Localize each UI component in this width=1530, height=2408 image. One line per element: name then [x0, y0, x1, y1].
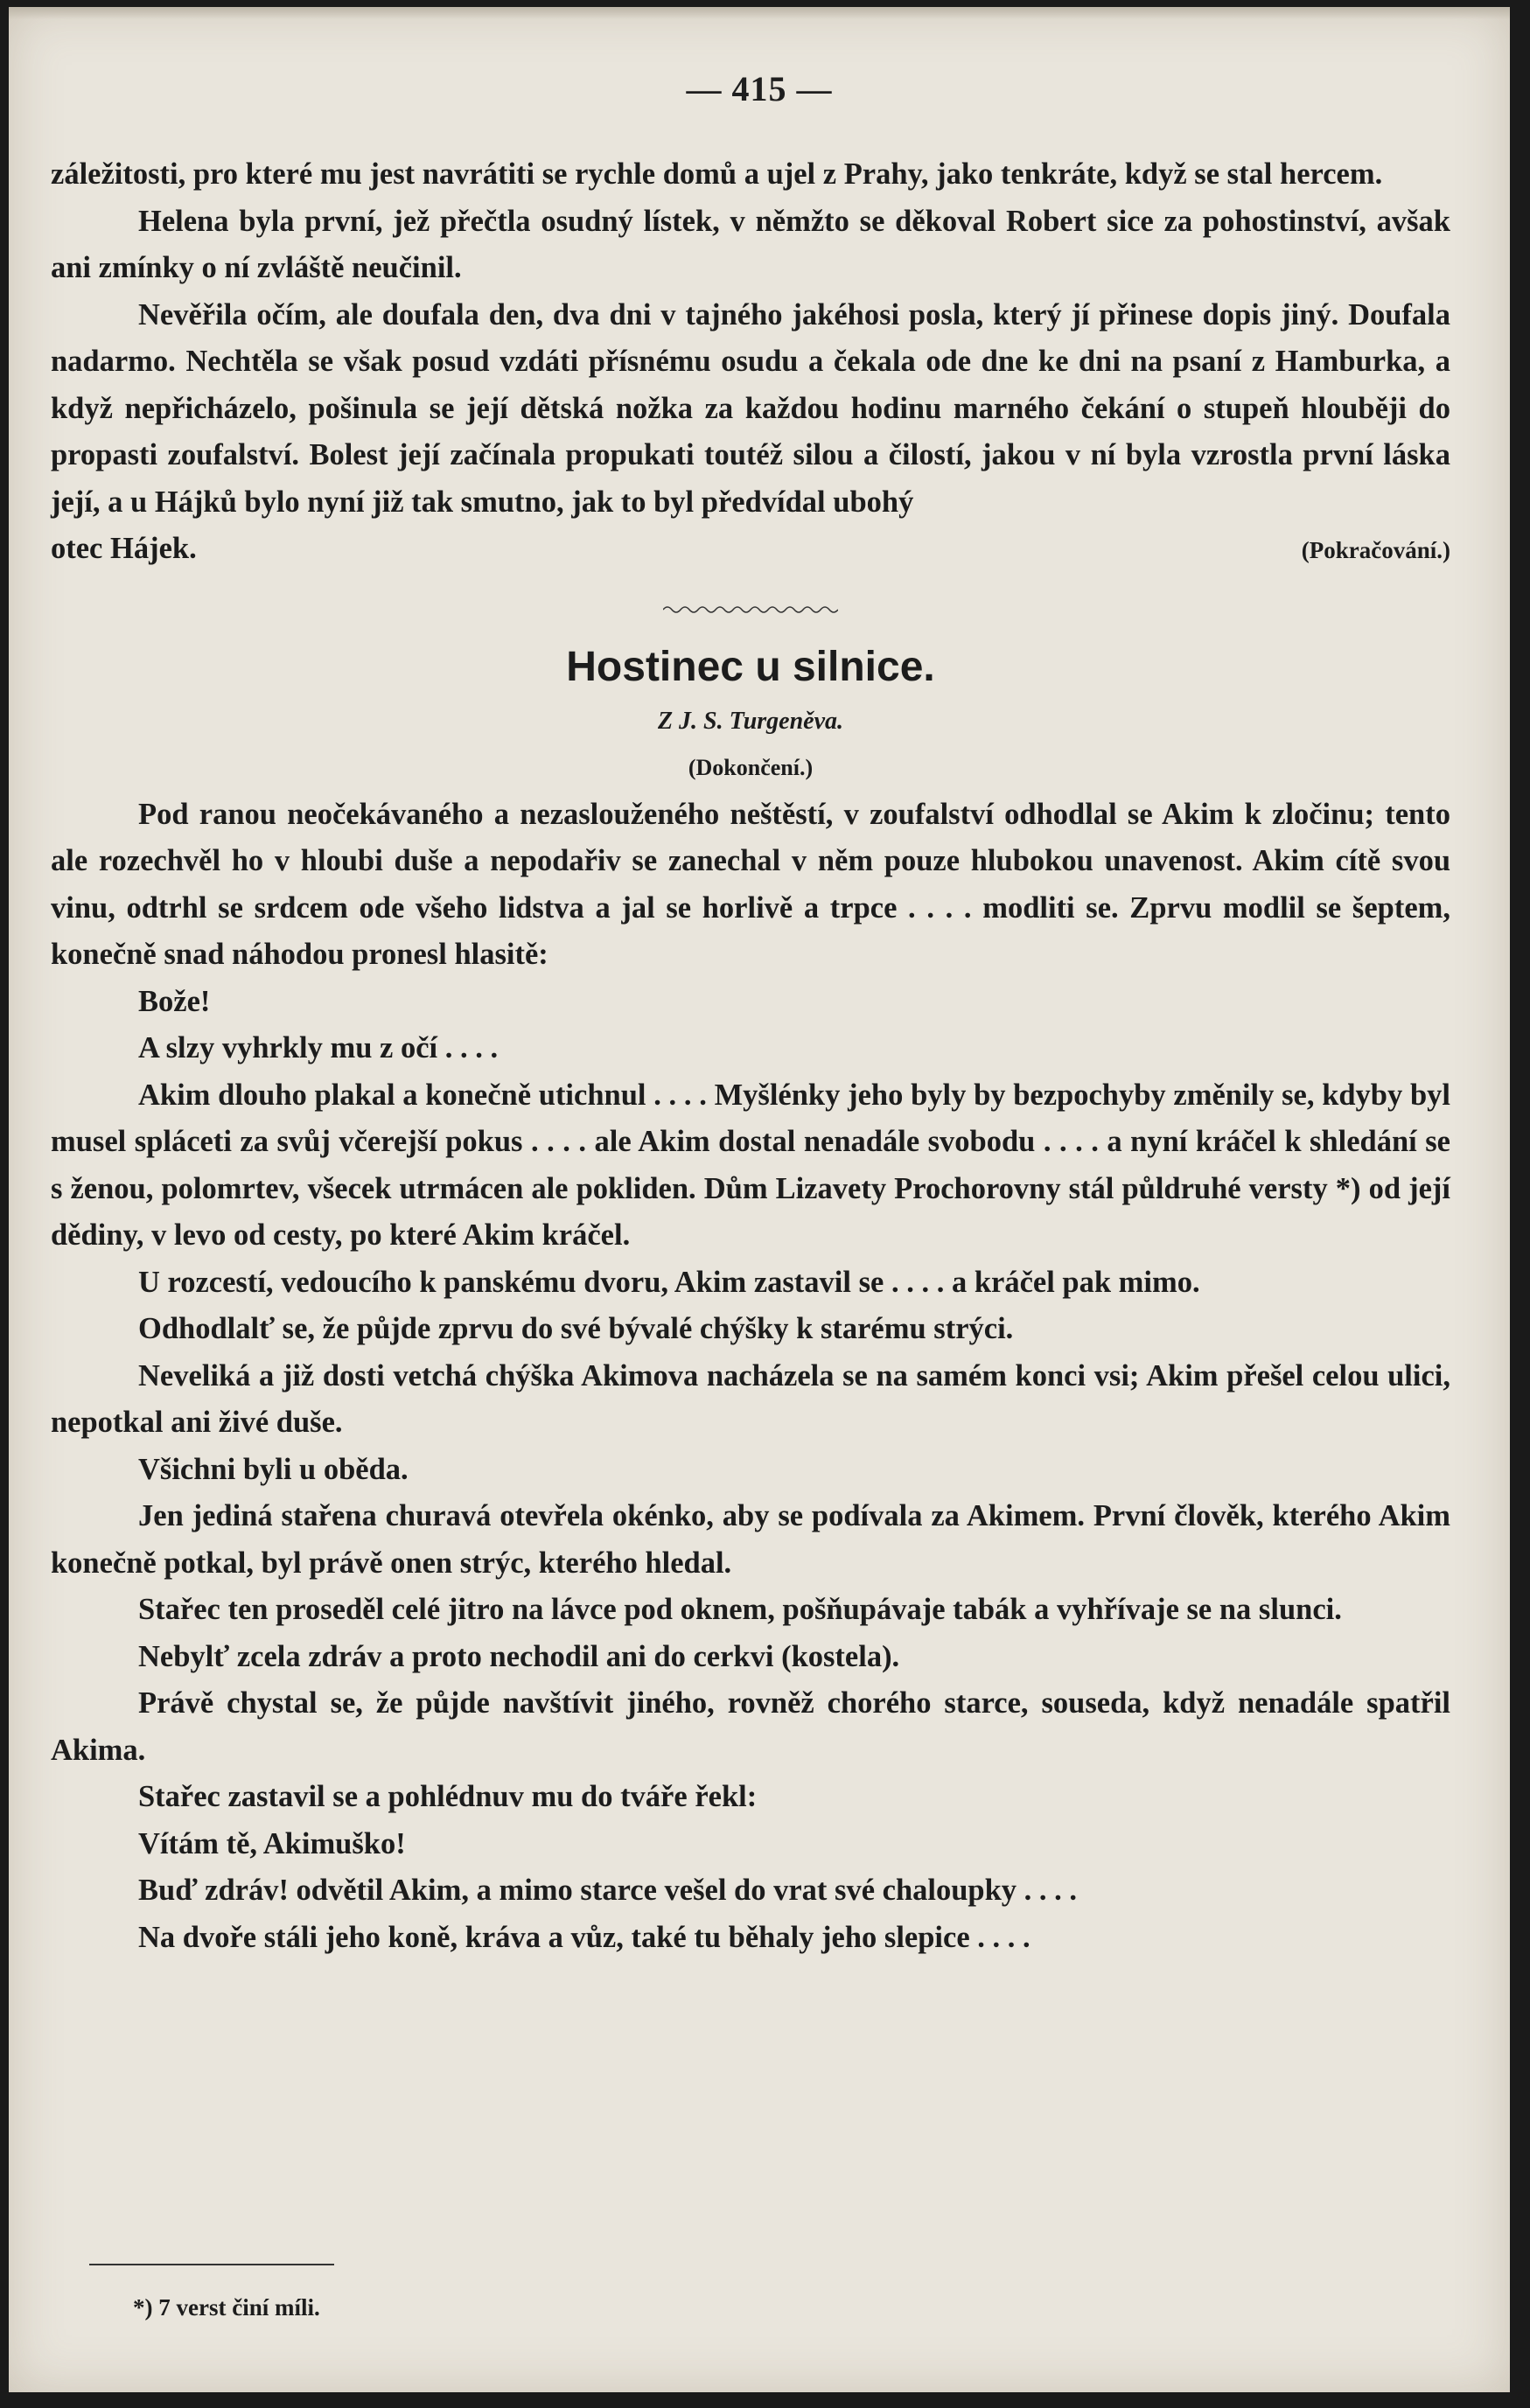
- paragraph: Jen jediná stařena churavá otevřela okénko, aby se podívala za Akimem. První člověk, kterého Akim konečně potkal, byl právě onen strýc, kterého hledal.: [51, 1499, 1450, 1580]
- paragraph: Bože!: [138, 984, 211, 1018]
- page-edge-shadow: [9, 7, 1510, 19]
- paragraph: Nevěřila očím, ale doufala den, dva dni v tajného jakéhosi posla, který jí přinese dopis jiný. Doufala nadarmo. Nechtěla se však posud vzdáti přísnému osudu a čekala ode dne ke dni na psaní z Hamburka, a když nepřicházelo, pošinula se její dětská nožka za každou hodinu marného čekání o stupeň hlouběji do propasti zoufalství. Bolest její začínala propukati toutéž silou a čilostí, jakou v ní byla vzrostla první láska její, a u Hájků bylo nyní již tak smutno, jak to byl předvídal ubohý: [51, 297, 1450, 519]
- paragraph: Stařec zastavil se a pohlédnuv mu do tváře řekl:: [138, 1780, 758, 1813]
- paragraph: U rozcestí, vedoucího k panskému dvoru, Akim zastavil se . . . . a kráčel pak mimo.: [138, 1265, 1200, 1299]
- story-paragraphs: [51, 792, 1450, 1962]
- paragraph: Akim dlouho plakal a konečně utichnul . . . . Myšlénky jeho byly by bezpochyby změnily se, kdyby byl musel spláceti za svůj včerejší pokus . . . . ale Akim dostal nenadále svobodu . . . . a nyní kráčel k shledání se s ženou, polomrtev, všecek utrmácen ale pokliden. Dům Lizavety Prochorovny stál půldruhé versty *) od její dědiny, v levo od cesty, po které Akim kráčel.: [51, 1078, 1450, 1252]
- paragraph: Všichni byli u oběda.: [138, 1452, 409, 1486]
- footnote-rule: [89, 2264, 334, 2265]
- paragraph: Na dvoře stáli jeho koně, kráva a vůz, také tu běhaly jeho slepice . . . .: [138, 1920, 1030, 1954]
- story-author: Z J. S. Turgeněva.: [657, 707, 844, 735]
- last-line: otec Hájek.: [51, 532, 197, 565]
- story-continuation-note: (Dokončení.): [688, 754, 814, 780]
- section-divider-ornament: [663, 601, 838, 618]
- continued-note: (Pokračování.): [1301, 537, 1450, 563]
- paragraph: Právě chystal se, že půjde navštívit jiného, rovněž chorého starce, souseda, když nenadále spatřil Akima.: [51, 1686, 1450, 1767]
- paragraph: Neveliká a již dosti vetchá chýška Akimova nacházela se na samém konci vsi; Akim přešel celou ulici, nepotkal ani živé duše.: [51, 1358, 1450, 1439]
- paragraph: Buď zdráv! odvětil Akim, a mimo starce vešel do vrat své chaloupky . . . .: [138, 1874, 1078, 1907]
- paragraph: Stařec ten proseděl celé jitro na lávce pod oknem, pošňupávaje tabák a vyhřívaje se na slunci.: [138, 1593, 1342, 1626]
- page-number: — 415 —: [686, 69, 833, 108]
- story-title: Hostinec u silnice.: [566, 643, 935, 690]
- paragraph: Odhodlalť se, že půjde zprvu do své bývalé chýšky k starému strýci.: [138, 1312, 1014, 1345]
- paragraph: A slzy vyhrkly mu z očí . . . .: [138, 1031, 499, 1064]
- book-page: [9, 7, 1510, 2392]
- paragraph: Helena byla první, jež přečtla osudný lístek, v němžto se děkoval Robert sice za pohostinství, avšak ani zmínky o ní zvláště neučinil.: [51, 204, 1450, 284]
- paragraph: záležitosti, pro které mu jest navrátiti se rychle domů a ujel z Prahy, jako tenkráte, když se stal hercem.: [51, 157, 1383, 191]
- paragraph: Nebylť zcela zdráv a proto nechodil ani do cerkvi (kostela).: [138, 1639, 900, 1673]
- paragraph: Vítám tě, Akimuško!: [138, 1826, 406, 1860]
- paragraph: Pod ranou neočekávaného a nezaslouženého neštěstí, v zoufalství odhodlal se Akim k zločinu; tento ale rozechvěl ho v hloubi duše a nepodařiv se zanechal v něm pouze hlubokou unavenost. Akim cítě svou vinu, odtrhl se srdcem ode všeho lidstva a jal se horlivě a trpce . . . . modliti se. Zprvu modlil se šeptem, konečně snad náhodou pronesl hlasitě:: [51, 797, 1450, 971]
- footnote: *) 7 verst činí míli.: [133, 2294, 320, 2321]
- previous-story-ending: [51, 526, 1450, 575]
- previous-story-paragraphs: [51, 151, 1450, 526]
- page-body: [51, 151, 1450, 1961]
